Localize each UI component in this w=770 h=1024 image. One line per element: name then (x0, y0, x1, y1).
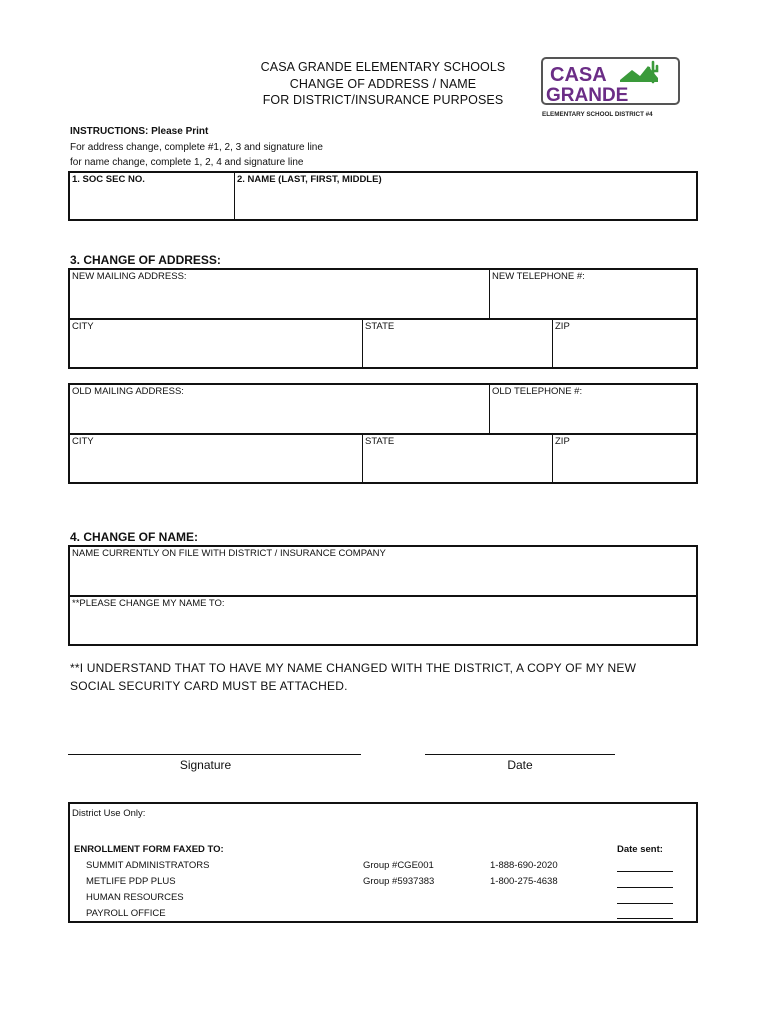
change-of-name-title: 4. CHANGE OF NAME: (70, 530, 199, 544)
old-telephone-field[interactable] (489, 385, 696, 434)
new-name-field[interactable] (70, 597, 696, 644)
name-field[interactable] (235, 173, 696, 219)
change-of-address-title: 3. CHANGE OF ADDRESS: (70, 253, 221, 267)
notice-line-2: SOCIAL SECURITY CARD MUST BE ATTACHED. (70, 678, 348, 693)
old-city-field[interactable] (70, 435, 362, 482)
instructions-line-1: For address change, complete #1, 2, 3 and signature line (70, 142, 323, 153)
logo-word-casa: CASA (550, 64, 607, 86)
old-state-label: STATE (365, 436, 395, 447)
district-logo (540, 56, 682, 120)
header-line-2: CHANGE OF ADDRESS / NAME (289, 76, 477, 91)
recipient-name: HUMAN RESOURCES (86, 892, 184, 903)
old-zip-field[interactable] (552, 435, 696, 482)
notice-line-1: **I UNDERSTAND THAT TO HAVE MY NAME CHANGED WITH THE DISTRICT, A COPY OF MY NEW (70, 661, 637, 675)
old-state-field[interactable] (362, 435, 552, 482)
recipient-group: Group #CGE001 (363, 860, 434, 871)
ssn-field[interactable] (70, 173, 235, 219)
old-mailing-address-label: OLD MAILING ADDRESS: (72, 386, 184, 397)
current-name-label: NAME CURRENTLY ON FILE WITH DISTRICT / INSURANCE COMPANY (72, 548, 386, 559)
logo-word-grande: GRANDE (546, 85, 629, 106)
ssn-label: 1. SOC SEC NO. (72, 174, 145, 185)
new-state-label: STATE (365, 321, 395, 332)
signature-label: Signature (179, 758, 232, 772)
old-city-label: CITY (72, 436, 94, 447)
header-line-1: CASA GRANDE ELEMENTARY SCHOOLS (260, 60, 506, 74)
signature-line[interactable] (68, 754, 361, 755)
date-sent-blank[interactable] (617, 871, 673, 872)
new-mailing-address-label: NEW MAILING ADDRESS: (72, 271, 187, 282)
old-address-box (68, 383, 698, 484)
new-address-box (68, 268, 698, 369)
date-sent-blank[interactable] (617, 918, 673, 919)
new-state-field[interactable] (362, 320, 552, 367)
instructions-line-2: for name change, complete 1, 2, 4 and signature line (70, 157, 304, 168)
district-use-box (68, 802, 698, 923)
logo-graphic (540, 56, 682, 120)
new-zip-field[interactable] (552, 320, 696, 367)
new-name-label: **PLEASE CHANGE MY NAME TO: (72, 598, 225, 609)
header-line-3: FOR DISTRICT/INSURANCE PURPOSES (262, 93, 504, 107)
faxed-title: ENROLLMENT FORM FAXED TO: (74, 844, 224, 855)
recipient-phone: 1-888-690-2020 (490, 860, 558, 871)
name-change-box (68, 545, 698, 646)
date-label: Date (507, 758, 533, 772)
new-telephone-label: NEW TELEPHONE #: (492, 271, 585, 282)
logo-subtitle: ELEMENTARY SCHOOL DISTRICT #4 (542, 111, 653, 118)
ssn-card-notice (70, 660, 710, 695)
old-telephone-label: OLD TELEPHONE #: (492, 386, 583, 397)
date-sent-label: Date sent: (617, 844, 663, 855)
date-sent-blank[interactable] (617, 887, 673, 888)
date-sent-blank[interactable] (617, 903, 673, 904)
new-telephone-field[interactable] (489, 270, 696, 319)
recipient-name: METLIFE PDP PLUS (86, 876, 176, 887)
new-city-field[interactable] (70, 320, 362, 367)
new-zip-label: ZIP (555, 321, 570, 332)
district-use-title: District Use Only: (72, 808, 146, 819)
name-label: 2. NAME (LAST, FIRST, MIDDLE) (237, 174, 382, 185)
recipient-name: SUMMIT ADMINISTRATORS (86, 860, 210, 871)
new-city-label: CITY (72, 321, 94, 332)
old-zip-label: ZIP (555, 436, 570, 447)
current-name-field[interactable] (70, 547, 696, 596)
old-mailing-address-field[interactable] (70, 385, 489, 434)
identity-box (68, 171, 698, 221)
recipient-phone: 1-800-275-4638 (490, 876, 558, 887)
recipient-name: PAYROLL OFFICE (86, 908, 166, 919)
date-line[interactable] (425, 754, 615, 755)
instructions-title: INSTRUCTIONS: Please Print (70, 126, 209, 137)
recipient-group: Group #5937383 (363, 876, 435, 887)
form-header (200, 59, 566, 109)
new-mailing-address-field[interactable] (70, 270, 489, 319)
